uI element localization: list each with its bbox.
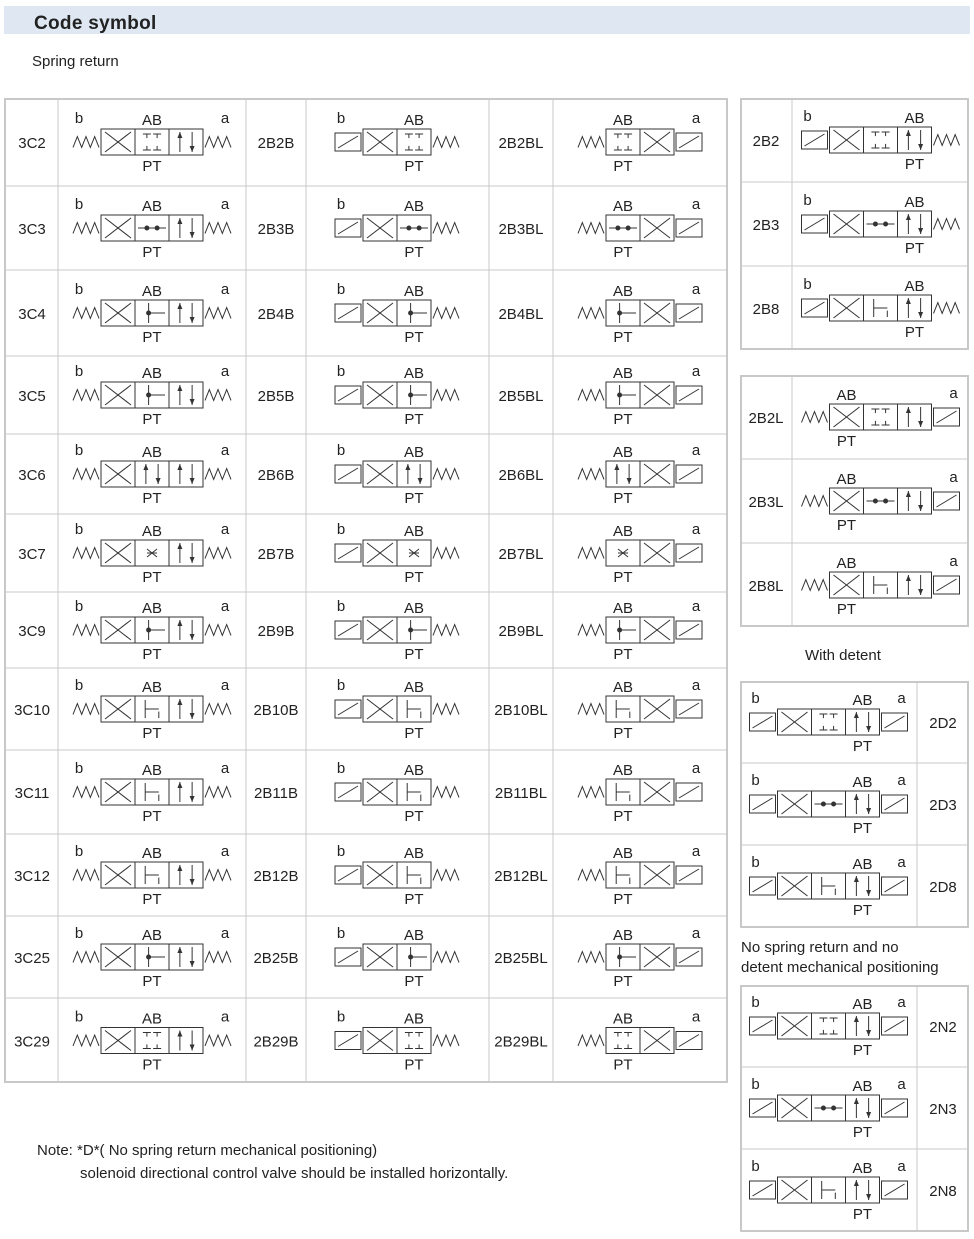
port-label-ab: AB [612, 523, 634, 540]
solenoid-label-a: a [949, 469, 958, 486]
port-label-pt: PT [404, 329, 424, 346]
port-label-ab: AB [141, 523, 163, 540]
solenoid-label-b: b [336, 281, 346, 298]
valve-symbol-icon [73, 129, 231, 155]
port-label-pt: PT [142, 646, 162, 663]
port-label-ab: AB [403, 845, 425, 862]
valve-symbol-icon [750, 1013, 908, 1039]
port-label-pt: PT [613, 158, 633, 175]
port-label-pt: PT [852, 1124, 873, 1141]
table-2b [740, 98, 969, 350]
code-label: 3C10 [14, 702, 50, 719]
port-label-ab: AB [141, 365, 163, 382]
valve-symbol-icon [73, 779, 231, 805]
port-label-pt: PT [404, 490, 424, 507]
solenoid-label-a: a [691, 196, 701, 213]
valve-symbol-icon [335, 129, 459, 155]
solenoid-label-a: a [691, 442, 701, 459]
valve-symbol-icon [750, 1095, 908, 1121]
solenoid-label-a: a [897, 1158, 906, 1175]
code-label: 2B11B [254, 785, 298, 802]
solenoid-label-a: a [220, 1008, 230, 1026]
code-label: 2B8 [752, 301, 780, 318]
port-label-ab: AB [141, 679, 163, 696]
port-label-pt: PT [613, 490, 633, 507]
solenoid-label-b: b [74, 521, 84, 538]
valve-symbol-icon [578, 215, 702, 241]
port-label-pt: PT [613, 808, 633, 825]
code-label: 2B8L [748, 578, 784, 595]
section-header [4, 6, 970, 34]
solenoid-label-a: a [949, 385, 958, 402]
port-label-pt: PT [404, 808, 424, 825]
solenoid-label-b: b [74, 760, 84, 777]
port-label-pt: PT [852, 820, 873, 837]
valve-symbol-icon [73, 461, 231, 487]
code-label: 2B5BL [498, 388, 544, 405]
code-label: 2B5B [257, 388, 295, 405]
valve-symbol-icon [578, 300, 702, 326]
port-label-pt: PT [142, 973, 162, 990]
port-label-pt: PT [404, 1056, 424, 1074]
solenoid-label-a: a [691, 760, 701, 777]
solenoid-label-b: b [803, 192, 812, 209]
solenoid-label-a: a [220, 521, 230, 538]
code-label: 3C6 [18, 467, 46, 484]
solenoid-label-b: b [803, 276, 812, 293]
port-label-ab: AB [836, 471, 857, 488]
note-line-1: Note: *D*( No spring return mechanical positioning) [37, 1142, 378, 1159]
valve-symbol-icon [73, 1028, 231, 1054]
port-label-ab: AB [612, 283, 634, 300]
solenoid-label-b: b [336, 363, 346, 380]
valve-symbol-icon [802, 211, 960, 237]
valve-symbol-icon [335, 944, 459, 970]
solenoid-label-b: b [74, 110, 84, 127]
port-label-ab: AB [403, 444, 425, 461]
table-2n [740, 985, 969, 1232]
solenoid-label-a: a [691, 843, 701, 860]
solenoid-label-a: a [897, 854, 906, 871]
port-label-ab: AB [141, 198, 163, 215]
port-label-ab: AB [612, 365, 634, 382]
page-title: Code symbol [34, 13, 157, 34]
port-label-pt: PT [142, 411, 162, 428]
port-label-ab: AB [852, 856, 873, 873]
port-label-pt: PT [836, 433, 857, 450]
port-label-pt: PT [613, 244, 633, 261]
solenoid-label-a: a [220, 442, 230, 459]
valve-symbol-icon [335, 300, 459, 326]
valve-symbol-icon [750, 791, 908, 817]
code-label: 2B9BL [498, 623, 544, 640]
port-label-ab: AB [852, 996, 873, 1013]
port-label-ab: AB [403, 762, 425, 779]
port-label-ab: AB [852, 1160, 873, 1177]
solenoid-label-b: b [74, 598, 84, 615]
port-label-pt: PT [142, 808, 162, 825]
solenoid-label-b: b [74, 363, 84, 380]
code-label: 3C7 [18, 546, 46, 563]
code-label: 2D8 [929, 879, 957, 896]
port-label-ab: AB [612, 845, 634, 862]
solenoid-label-b: b [336, 925, 346, 942]
port-label-pt: PT [613, 725, 633, 742]
valve-symbol-icon [73, 215, 231, 241]
port-label-pt: PT [852, 1206, 873, 1223]
port-label-ab: AB [836, 387, 857, 404]
solenoid-label-a: a [897, 690, 906, 707]
solenoid-label-a: a [691, 925, 701, 942]
valve-symbol-icon [802, 488, 960, 514]
code-label: 2N3 [929, 1101, 957, 1118]
port-label-ab: AB [612, 679, 634, 696]
valve-symbol-icon [335, 1028, 459, 1054]
with-detent-heading: With detent [805, 647, 881, 664]
code-label: 3C2 [18, 135, 46, 152]
valve-symbol-icon [578, 129, 702, 155]
code-label: 2B2BL [498, 135, 544, 152]
solenoid-label-b: b [74, 925, 84, 942]
solenoid-label-a: a [691, 281, 701, 298]
port-label-pt: PT [142, 490, 162, 507]
port-label-pt: PT [613, 973, 633, 990]
valve-symbol-icon [750, 873, 908, 899]
code-label: 2B12BL [494, 868, 548, 885]
valve-symbol-icon [802, 404, 960, 430]
port-label-ab: AB [852, 692, 873, 709]
port-label-ab: AB [403, 679, 425, 696]
valve-symbol-icon [750, 709, 908, 735]
solenoid-label-b: b [74, 196, 84, 213]
solenoid-label-a: a [897, 1076, 906, 1093]
code-label: 2N8 [929, 1183, 957, 1200]
solenoid-label-a: a [220, 363, 230, 380]
valve-symbol-icon [578, 944, 702, 970]
port-label-ab: AB [141, 1010, 163, 1028]
solenoid-label-a: a [220, 598, 230, 615]
valve-symbol-icon [578, 862, 702, 888]
solenoid-label-b: b [751, 690, 760, 707]
table-2bl [740, 375, 969, 627]
port-label-pt: PT [613, 646, 633, 663]
solenoid-label-a: a [691, 521, 701, 538]
solenoid-label-b: b [336, 598, 346, 615]
valve-symbol-icon [578, 1028, 702, 1054]
code-label: 2D3 [929, 797, 957, 814]
valve-symbol-icon [578, 617, 702, 643]
valve-symbol-icon [750, 1177, 908, 1203]
valve-symbol-icon [73, 944, 231, 970]
port-label-ab: AB [612, 927, 634, 944]
installation-note [37, 1139, 508, 1185]
port-label-pt: PT [142, 1056, 162, 1074]
solenoid-label-a: a [897, 772, 906, 789]
port-label-ab: AB [141, 845, 163, 862]
port-label-pt: PT [613, 1056, 633, 1074]
code-label: 2B11BL [494, 785, 548, 802]
port-label-pt: PT [904, 324, 925, 341]
code-label: 2B7BL [498, 546, 544, 563]
port-label-pt: PT [904, 240, 925, 257]
port-label-pt: PT [404, 158, 424, 175]
code-label: 3C3 [18, 221, 46, 238]
solenoid-label-b: b [336, 521, 346, 538]
spring-return-heading: Spring return [32, 53, 119, 70]
solenoid-label-b: b [336, 110, 346, 127]
valve-symbol-icon [335, 382, 459, 408]
solenoid-label-a: a [220, 281, 230, 298]
port-label-ab: AB [403, 283, 425, 300]
code-label: 3C11 [14, 785, 50, 802]
solenoid-label-a: a [220, 760, 230, 777]
no-spring-heading-line1: No spring return and no [741, 939, 899, 956]
code-label: 3C25 [14, 950, 50, 967]
valve-symbol-icon [335, 779, 459, 805]
port-label-ab: AB [852, 774, 873, 791]
port-label-pt: PT [404, 569, 424, 586]
valve-symbol-icon [802, 572, 960, 598]
code-label: 3C9 [18, 623, 46, 640]
port-label-pt: PT [852, 1042, 873, 1059]
code-label: 2B4B [257, 306, 295, 323]
valve-symbol-icon [73, 696, 231, 722]
port-label-pt: PT [404, 725, 424, 742]
code-label: 2B2L [748, 410, 784, 427]
port-label-ab: AB [141, 927, 163, 944]
code-label: 2B29BL [494, 1033, 548, 1051]
solenoid-label-a: a [220, 196, 230, 213]
note-line-2: solenoid directional control valve should be installed horizontally. [80, 1165, 509, 1182]
valve-symbol-icon [578, 540, 702, 566]
port-label-ab: AB [403, 112, 425, 129]
valve-symbol-icon [578, 461, 702, 487]
solenoid-label-b: b [336, 843, 346, 860]
solenoid-label-a: a [220, 843, 230, 860]
solenoid-label-b: b [751, 1158, 760, 1175]
code-label: 2B10BL [494, 702, 548, 719]
solenoid-label-b: b [74, 281, 84, 298]
solenoid-label-b: b [751, 772, 760, 789]
port-label-pt: PT [852, 902, 873, 919]
port-label-pt: PT [142, 891, 162, 908]
code-label: 2B3 [752, 217, 780, 234]
valve-symbol-icon [802, 127, 960, 153]
port-label-pt: PT [836, 601, 857, 618]
port-label-ab: AB [904, 278, 925, 295]
solenoid-label-a: a [220, 110, 230, 127]
valve-symbol-icon [73, 617, 231, 643]
valve-symbol-icon [335, 696, 459, 722]
table-2d [740, 681, 969, 928]
code-label: 3C12 [14, 868, 50, 885]
no-spring-heading-line2: detent mechanical positioning [741, 959, 939, 976]
code-label: 2B12B [253, 868, 299, 885]
solenoid-label-a: a [220, 677, 230, 694]
solenoid-label-b: b [336, 677, 346, 694]
port-label-ab: AB [141, 600, 163, 617]
code-label: 2B25BL [494, 950, 548, 967]
port-label-ab: AB [403, 600, 425, 617]
port-label-ab: AB [612, 444, 634, 461]
code-label: 3C29 [14, 1033, 50, 1051]
solenoid-label-a: a [691, 677, 701, 694]
valve-symbol-icon [73, 862, 231, 888]
port-label-ab: AB [403, 365, 425, 382]
port-label-pt: PT [142, 244, 162, 261]
port-label-ab: AB [852, 1078, 873, 1095]
valve-symbol-icon [335, 215, 459, 241]
code-label: 2B3BL [498, 221, 544, 238]
code-label: 2B10B [253, 702, 299, 719]
solenoid-label-a: a [220, 925, 230, 942]
port-label-pt: PT [836, 517, 857, 534]
valve-symbol-icon [335, 540, 459, 566]
code-label: 3C5 [18, 388, 46, 405]
port-label-ab: AB [141, 444, 163, 461]
code-label: 2B7B [257, 546, 295, 563]
solenoid-label-a: a [897, 994, 906, 1011]
port-label-pt: PT [613, 891, 633, 908]
valve-symbol-icon [802, 295, 960, 321]
code-label: 2B4BL [498, 306, 544, 323]
port-label-ab: AB [904, 110, 925, 127]
port-label-pt: PT [404, 244, 424, 261]
valve-symbol-icon [73, 382, 231, 408]
solenoid-label-b: b [74, 1008, 84, 1026]
port-label-ab: AB [403, 523, 425, 540]
code-label: 2B6B [257, 467, 295, 484]
port-label-pt: PT [404, 411, 424, 428]
solenoid-label-b: b [74, 442, 84, 459]
port-label-ab: AB [836, 555, 857, 572]
code-label: 2B29B [253, 1033, 299, 1051]
port-label-pt: PT [904, 156, 925, 173]
port-label-ab: AB [403, 927, 425, 944]
solenoid-label-a: a [691, 110, 701, 127]
port-label-ab: AB [612, 762, 634, 779]
valve-symbol-icon [578, 696, 702, 722]
port-label-ab: AB [403, 198, 425, 215]
code-label: 2N2 [929, 1019, 957, 1036]
code-label: 2B9B [257, 623, 295, 640]
solenoid-label-b: b [336, 442, 346, 459]
valve-symbol-icon [73, 540, 231, 566]
solenoid-label-b: b [336, 760, 346, 777]
solenoid-label-b: b [336, 1008, 346, 1026]
valve-symbol-icon [578, 382, 702, 408]
solenoid-label-a: a [691, 598, 701, 615]
solenoid-label-b: b [803, 108, 812, 125]
port-label-pt: PT [852, 738, 873, 755]
solenoid-label-a: a [691, 1008, 701, 1026]
code-label: 2B3B [257, 221, 295, 238]
port-label-pt: PT [142, 158, 162, 175]
port-label-ab: AB [141, 283, 163, 300]
solenoid-label-b: b [74, 843, 84, 860]
valve-symbol-icon [578, 779, 702, 805]
valve-symbol-icon [335, 862, 459, 888]
port-label-ab: AB [612, 600, 634, 617]
port-label-pt: PT [613, 329, 633, 346]
port-label-pt: PT [404, 973, 424, 990]
solenoid-label-b: b [751, 994, 760, 1011]
port-label-pt: PT [142, 569, 162, 586]
valve-symbol-icon [73, 300, 231, 326]
code-label: 2D2 [929, 715, 957, 732]
port-label-ab: AB [904, 194, 925, 211]
code-label: 2B25B [253, 950, 299, 967]
solenoid-label-a: a [949, 553, 958, 570]
solenoid-label-a: a [691, 363, 701, 380]
port-label-ab: AB [141, 762, 163, 779]
port-label-pt: PT [404, 646, 424, 663]
port-label-pt: PT [142, 329, 162, 346]
valve-symbol-icon [335, 617, 459, 643]
port-label-pt: PT [404, 891, 424, 908]
port-label-ab: AB [141, 112, 163, 129]
port-label-pt: PT [613, 411, 633, 428]
port-label-ab: AB [403, 1010, 425, 1028]
port-label-pt: PT [613, 569, 633, 586]
solenoid-label-b: b [74, 677, 84, 694]
main-symbol-table [4, 98, 728, 1083]
port-label-ab: AB [612, 198, 634, 215]
valve-symbol-icon [335, 461, 459, 487]
solenoid-label-b: b [751, 1076, 760, 1093]
code-label: 2B3L [748, 494, 784, 511]
code-label: 2B2 [752, 133, 780, 150]
code-label: 3C4 [18, 306, 46, 323]
solenoid-label-b: b [336, 196, 346, 213]
port-label-ab: AB [612, 112, 634, 129]
code-label: 2B2B [257, 135, 295, 152]
code-label: 2B6BL [498, 467, 544, 484]
solenoid-label-b: b [751, 854, 760, 871]
port-label-ab: AB [612, 1010, 634, 1028]
port-label-pt: PT [142, 725, 162, 742]
